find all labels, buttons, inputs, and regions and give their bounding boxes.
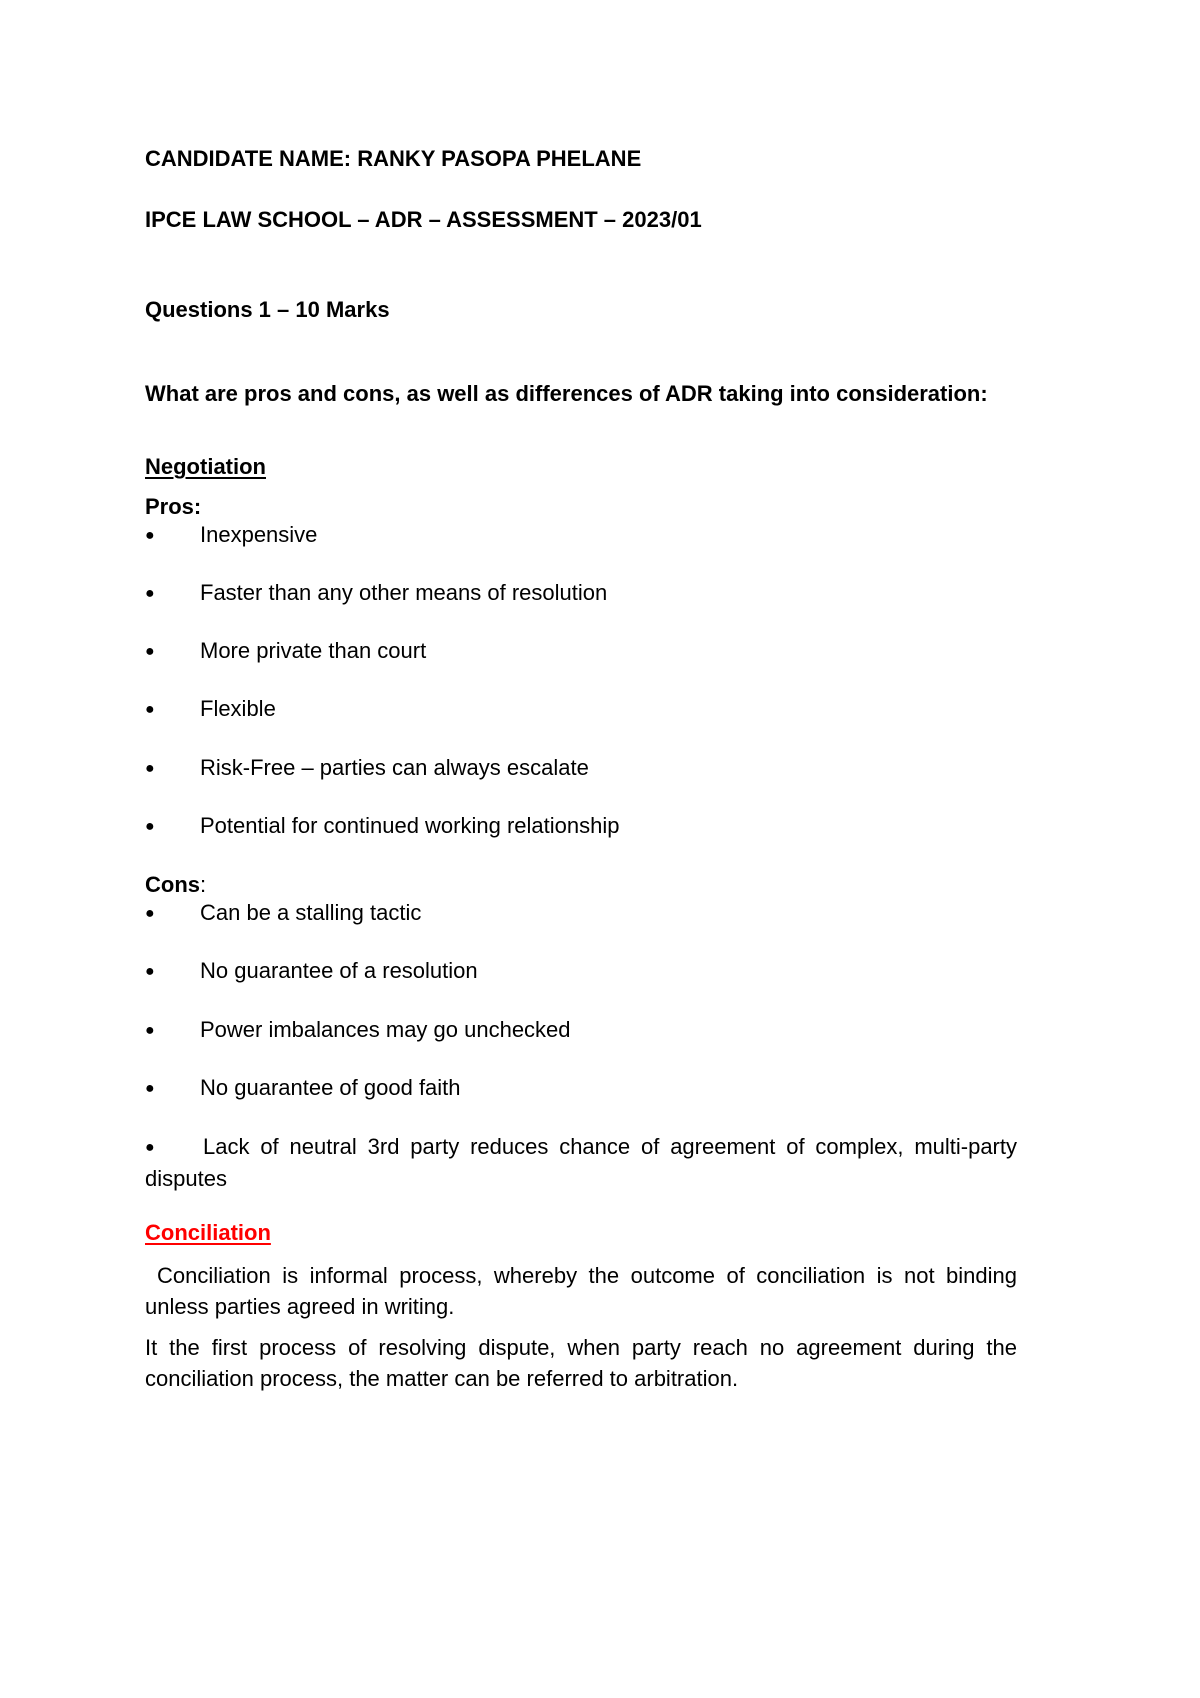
cons-label: Cons bbox=[145, 872, 200, 897]
bullet-icon: ● bbox=[145, 643, 155, 660]
bullet-icon: ● bbox=[145, 963, 155, 980]
cons-list-item bbox=[145, 1132, 1017, 1193]
bullet-icon: ● bbox=[145, 1022, 155, 1039]
conciliation-paragraph-2: It the first process of resolving dispute, when party reach no agreement during the conciliation process, the matter can be referred to arbitration. bbox=[145, 1335, 1017, 1391]
cons-item-text: Lack of neutral 3rd party reduces chance of agreement of complex, multi-party disputes bbox=[145, 1134, 1017, 1191]
pros-list-item bbox=[145, 813, 1017, 839]
pros-item-text: Potential for continued working relationship bbox=[200, 813, 620, 838]
negotiation-heading: Negotiation bbox=[145, 454, 266, 479]
pros-label: Pros: bbox=[145, 494, 202, 519]
candidate-name: CANDIDATE NAME: RANKY PASOPA PHELANE bbox=[145, 146, 642, 171]
cons-item-text: Power imbalances may go unchecked bbox=[200, 1017, 571, 1042]
pros-list-item bbox=[145, 638, 1017, 664]
cons-colon: : bbox=[200, 872, 207, 897]
question-prompt: What are pros and cons, as well as differences of ADR taking into consideration: bbox=[145, 381, 988, 406]
cons-list-item bbox=[145, 958, 1017, 984]
bullet-icon: ● bbox=[145, 527, 155, 544]
bullet-icon: ● bbox=[145, 760, 155, 777]
pros-list-item bbox=[145, 580, 1017, 606]
cons-list-item bbox=[145, 1017, 1017, 1043]
conciliation-paragraph-1: Conciliation is informal process, whereby the outcome of conciliation is not binding unless parties agreed in writing. bbox=[145, 1263, 1017, 1319]
cons-label-line bbox=[145, 872, 206, 898]
cons-item-text: No guarantee of good faith bbox=[200, 1075, 461, 1100]
pros-list-item bbox=[145, 755, 1017, 781]
pros-item-text: Flexible bbox=[200, 696, 276, 721]
school-assessment-line: IPCE LAW SCHOOL – ADR – ASSESSMENT – 2023/01 bbox=[145, 207, 702, 232]
bullet-icon: ● bbox=[145, 905, 155, 922]
bullet-icon: ● bbox=[145, 701, 155, 718]
bullet-icon: ● bbox=[145, 818, 155, 835]
question-title: Questions 1 – 10 Marks bbox=[145, 297, 390, 322]
cons-item-text: Can be a stalling tactic bbox=[200, 900, 422, 925]
pros-item-text: Inexpensive bbox=[200, 522, 318, 547]
cons-list-item bbox=[145, 1075, 1017, 1101]
cons-item-text: No guarantee of a resolution bbox=[200, 958, 478, 983]
cons-list-item bbox=[145, 900, 1017, 926]
bullet-icon: ● bbox=[145, 1139, 155, 1156]
pros-item-text: Risk-Free – parties can always escalate bbox=[200, 755, 589, 780]
pros-item-text: Faster than any other means of resolution bbox=[200, 580, 608, 605]
bullet-icon: ● bbox=[145, 1080, 155, 1097]
pros-list-item bbox=[145, 696, 1017, 722]
pros-item-text: More private than court bbox=[200, 638, 427, 663]
pros-list-item bbox=[145, 522, 1017, 548]
bullet-icon: ● bbox=[145, 585, 155, 602]
conciliation-heading: Conciliation bbox=[145, 1220, 271, 1245]
